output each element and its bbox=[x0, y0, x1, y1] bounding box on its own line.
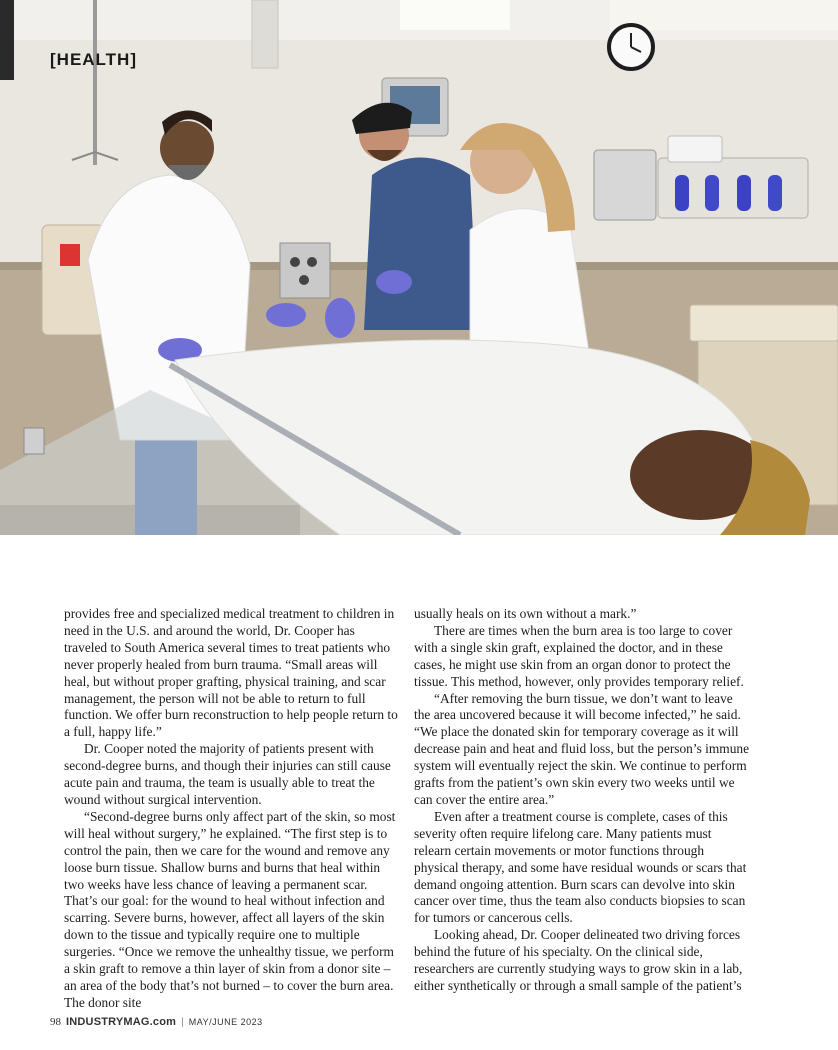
issue-date: MAY/JUNE 2023 bbox=[188, 1017, 263, 1027]
page-number: 98 bbox=[50, 1016, 61, 1028]
footer-separator: | bbox=[181, 1017, 184, 1028]
paragraph: usually heals on its own without a mark.” bbox=[414, 606, 637, 621]
section-tag: [HEALTH] bbox=[50, 50, 137, 69]
paragraph: Even after a treatment course is complete, cases of this severity often require lifelong care. Many patients must relearn certain movements or motor functions through physical therapy, and some have residual wounds or scars that demand ongoing attention. Burn scars can devolve into skin cancer over time, thus the team also conducts biopsies to scan for tumors or cancerous cells. bbox=[414, 808, 747, 926]
page-footer bbox=[50, 1016, 263, 1028]
paragraph: There are times when the burn area is too large to cover with a single skin graft, explained the doctor, and in these cases, he might use skin from an organ donor to protect the tissue. This method, however, only provides temporary relief. bbox=[414, 622, 744, 689]
paragraph: “Second-degree burns only affect part of the skin, so most will heal without surgery,” he explained. “The first step is to control the pain, then we care for the wound and remove any loose burn tissue. Shallow burns and burns that heal within two weeks have less chance of leaving a permanent scar. That’s our goal: for the wound to heal without infection and scarring. Severe burns, however, affect all layers of the skin down to the tissue and typically require one to multiple surgeries. “Once we remove the unhealthy tissue, we perform a skin graft to remove a thin layer of skin from a donor site – an area of the body that’s not burned – to cover the burn area. The donor site bbox=[64, 808, 396, 1010]
paragraph: provides free and specialized medical treatment to children in need in the U.S. and around the world, Dr. Cooper has traveled to South America several times to treat patients who never properly healed from burn trauma. “Small areas will heal, but without proper grafting, physical training, and scar management, the person will not be able to return to full function. We offer burn reconstruction to help people return to a full, happy life.” bbox=[64, 606, 398, 740]
article-column-left bbox=[64, 606, 400, 1012]
paragraph: Dr. Cooper noted the majority of patients present with second-degree burns, and though their injuries can still cause acute pain and trauma, the team is usually able to treat the wound without surgical intervention. bbox=[64, 741, 391, 807]
article-column-right bbox=[414, 606, 750, 995]
paragraph: Looking ahead, Dr. Cooper delineated two driving forces behind the future of his specialty. On the clinical side, researchers are currently studying ways to grow skin in a lab, either synthetically or through a small sample of the patient’s bbox=[414, 927, 743, 993]
paragraph: “After removing the burn tissue, we don’t want to leave the area uncovered because it will become infected,” he said. “We place the donated skin for temporary coverage as it will decrease pain and heat and fluid loss, but the person’s immune system will eventually reject the skin. We continue to perform grafts from the patient’s own skin every two weeks until we can cover the entire area.” bbox=[414, 690, 750, 807]
publication-brand: INDUSTRYMAG.com bbox=[66, 1016, 177, 1028]
